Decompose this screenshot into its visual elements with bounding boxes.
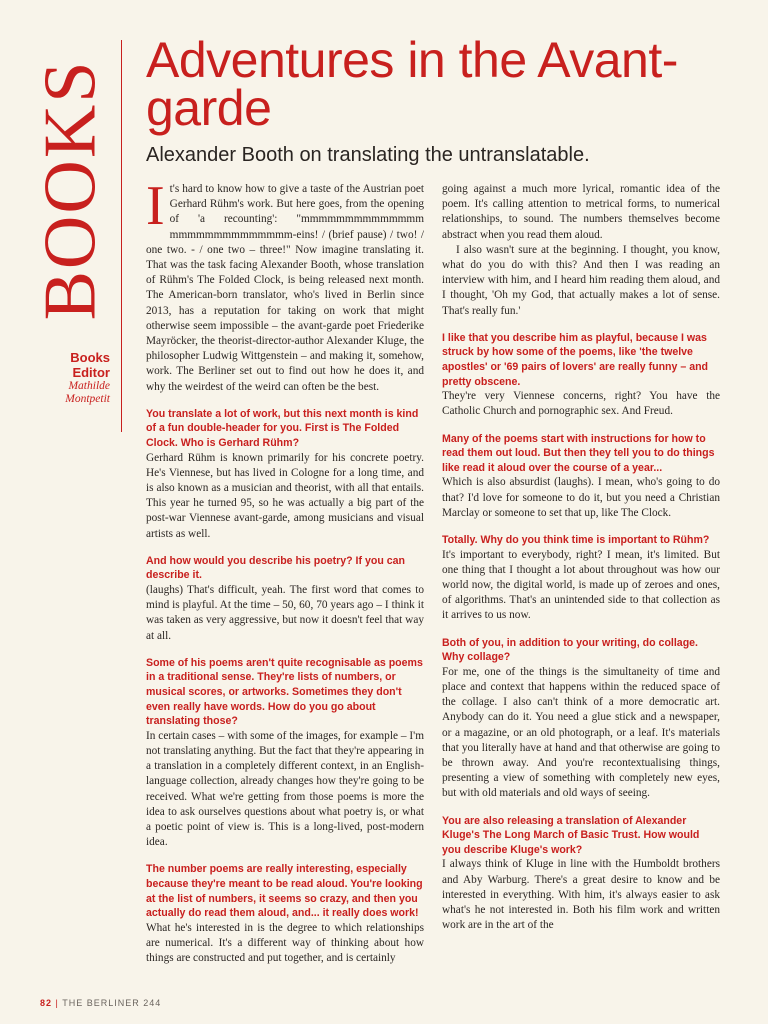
answer: I always think of Kluge in line with the Humboldt brothers and Aby Warburg. There's a great desire to know and be interested in everything. With him, it's always easier to ask what's he not interested in. Both his film work and written work are in the art of the <box>442 858 720 932</box>
footer-separator: | <box>55 998 59 1008</box>
section-divider <box>121 40 122 432</box>
answer: Which is also absurdist (laughs). I mean, who's going to do that? I'd love for someone to do it, but you need a Christian Marclay or someone to set that up, like The Clock. <box>442 476 720 519</box>
section-label-text: BOOKS <box>29 59 111 321</box>
intro-text: t's hard to know how to give a taste of the Austrian poet Gerhard Rühm's work. But here goes, from the opening of 'a recounting': "mmmmmmmmmmmmmm mmmmmmmmmmmmmm-eins! / (brief pause) / two! / one two. - / one two – three!" Now imagine translating it. That was the task facing Alexander Booth, whose translation of Rühm's The Folded Clock, is being released next month. The American-born translator, who's lived in Berlin since 2013, has a reputation for taking on work that might otherwise seem impossible – the avant-garde poet Friederike Mayröcker, the theorist-director-author Alexander Kluge, the philosopher Ludwig Wittgenstein – and making it, somehow, work. The Berliner set out to find out how he does it, and why the weirdest of the weird can often be the best. <box>146 183 424 393</box>
answer: They're very Viennese concerns, right? You have the Catholic Church and pornographic sex. And Freud. <box>442 390 720 418</box>
question: Many of the poems start with instructions for how to read them out loud. But then they tell you to do things like read it aloud over the course of a year... <box>442 432 715 474</box>
question: Totally. Why do you think time is important to Rühm? <box>442 534 710 546</box>
answer-continued: going against a much more lyrical, romantic idea of the poem. It's calling attention to metrical forms, to numerical relationships, to sound. The numbers themselves become abstract when you read them aloud. <box>442 183 720 241</box>
page-number: 82 <box>40 998 53 1008</box>
byline-role: Books Editor <box>70 350 110 380</box>
question: You translate a lot of work, but this next month is kind of a fun double-header for you. First is The Folded Clock. Who is Gerhard Rühm? <box>146 407 419 450</box>
byline-name: Mathilde Montpetit <box>65 380 110 405</box>
question: Some of his poems aren't quite recognisable as poems in a traditional sense. They're lists of numbers, or musical scores, or artworks. Sometimes they don't even really have words. How do you go about translating those? <box>146 656 423 728</box>
byline <box>40 350 110 406</box>
publication-name: THE BERLINER 244 <box>62 998 162 1008</box>
question: And how would you describe his poetry? If you can describe it. <box>146 554 405 582</box>
intro-paragraph <box>146 175 424 395</box>
question: The number poems are really interesting, especially because they're meant to be read aloud. You're looking at the list of numbers, it seems so crazy, and then you actually do read them aloud, and... it really does work! <box>146 863 423 920</box>
question: I like that you describe him as playful, because I was struck by how some of the poems, like 'the twelve apostles' or '69 pairs of lovers' are really funny – and pretty obscene. <box>442 331 709 388</box>
article-column-right <box>442 182 720 933</box>
answer: For me, one of the things is the simultaneity of time and place and context that happens within the reduced space of the collage. I also can't think of a more democratic art. Anybody can do it. You need a glue stick and a newspaper, or a magazine, or an old photograph, or a leaf. It's materials that you literally have at hand and that otherwise are going to be thrown away. And you're recontextualising things, presenting a view of something with completely new eyes, but with old materials and old ways of seeing. <box>442 665 720 800</box>
page-footer <box>40 998 161 1008</box>
section-label <box>28 40 112 340</box>
answer-continued: I also wasn't sure at the beginning. I thought, you know, what do you do with this? And then I was reading an interview with him, and I heard him reading them aloud, and I thought, 'Oh my God, that actually makes a lot of sense. That's really fun.' <box>442 243 720 317</box>
question: You are also releasing a translation of Alexander Kluge's The Long March of Basic Trust. How would you describe Kluge's work? <box>442 814 700 856</box>
article-column-left <box>146 175 424 966</box>
answer: In certain cases – with some of the images, for example – I'm not translating anything. But the fact that they're appearing in a translation in a completely different context, in an English-language collection, already changes how they're going to be received. What we're getting from those poems is more the idea to ask ourselves questions about what poetry is, or what a poetic point of view is. This is a long-lived, post-modern idea. <box>146 729 424 849</box>
article-subtitle: Alexander Booth on translating the untranslatable. <box>146 144 590 166</box>
question: Both of you, in addition to your writing, do collage. Why collage? <box>442 636 698 664</box>
article-title: Adventures in the Avant-garde <box>146 32 678 136</box>
drop-cap: I <box>146 175 165 237</box>
answer: It's important to everybody, right? I mean, it's limited. But one thing that I thought a lot about throughout was how our world now, the digital world, is made up of zeroes and ones, of algorithms. That's an unintended side to that collection as it arrives to us now. <box>442 548 720 622</box>
answer: (laughs) That's difficult, yeah. The first word that comes to mind is playful. At the time – 50, 60, 70 years ago – I think it was taken as very aggressive, but now it doesn't feel that way at all. <box>146 584 424 642</box>
answer: Gerhard Rühm is known primarily for his concrete poetry. He's Viennese, but has lived in Cologne for a long time, and is also known as a musician and theorist, with all that entails. This year he turned 95, so he was actually a big part of the post-war Viennese avant-garde, among musicians and visual artists as well. <box>146 451 424 540</box>
answer: What he's interested in is the degree to which relationships are numerical. It's a different way of thinking about how things are constructed and put together, and is certainly <box>146 921 424 965</box>
